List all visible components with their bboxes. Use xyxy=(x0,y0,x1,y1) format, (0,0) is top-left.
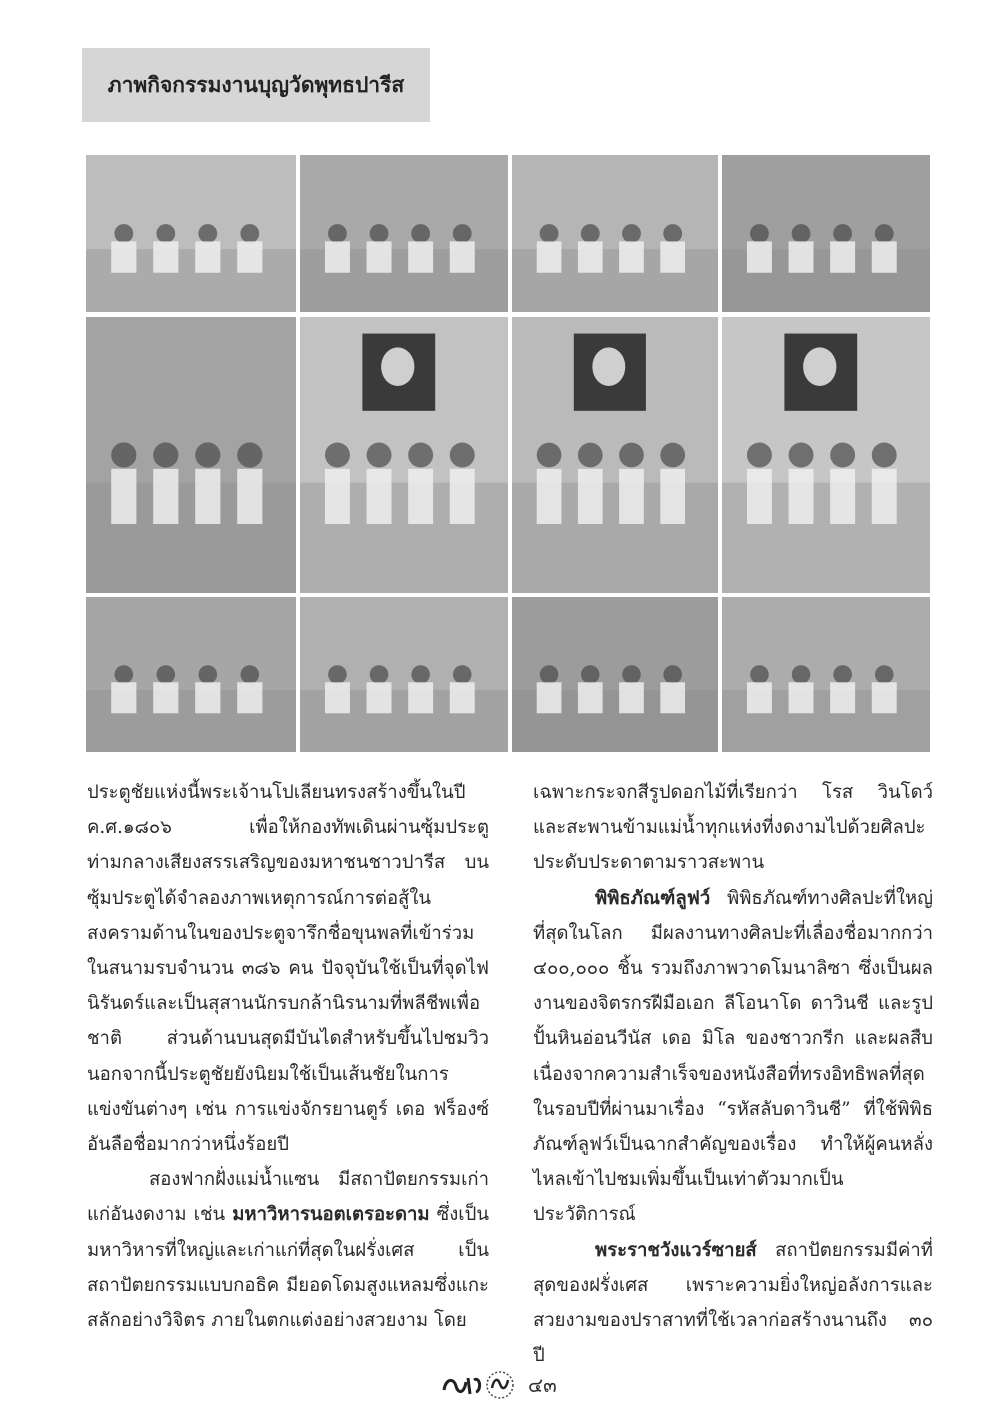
photo-altar-offerings xyxy=(86,317,296,593)
right-column-text xyxy=(533,775,933,1373)
photo-offering-crowd xyxy=(722,155,930,312)
photo-portrait-altar xyxy=(512,155,718,312)
bold-term: มหาวิหารนอตเตรอะดาม xyxy=(232,1204,430,1226)
left-paragraph-2 xyxy=(87,1162,489,1338)
photo-ceremony-table xyxy=(86,155,296,312)
photo-seated-devotees xyxy=(86,597,296,752)
photo-group-white xyxy=(300,597,508,752)
bold-term: พิพิธภัณฑ์ลูฟว์ xyxy=(595,887,711,909)
photo-monks-receiving xyxy=(722,597,930,752)
photo-family-portrait-2 xyxy=(512,317,718,593)
text-span: เฉพาะกระจกสีรูปดอกไม้ที่เรียกว่า โรส วินโดว์ และสะพานข้ามแม่น้ำทุกแห่งที่งดงามไปด้วยศิลปะประดับประดาตามราวสะพาน xyxy=(533,782,933,874)
photo-family-portrait-1 xyxy=(300,317,508,593)
left-column-text xyxy=(87,775,489,1338)
text-span: สองฟากฝั่งแม่น้ำแซน มีสถาปัตยกรรมเก่าแก่อันงดงาม เช่น xyxy=(87,1169,489,1226)
right-paragraph-1 xyxy=(533,775,933,881)
right-paragraph-2 xyxy=(533,881,933,1233)
photo-offering-line xyxy=(512,597,718,752)
magazine-logo xyxy=(440,1370,522,1400)
bold-term: พระราชวังแวร์ซายส์ xyxy=(595,1239,757,1261)
text-span: ประตูชัยแห่งนี้พระเจ้านโปเลียนทรงสร้างขึ้นในปี ค.ศ.๑๘๐๖ เพื่อให้กองทัพเดินผ่านซุ้มประตูท่ามกลางเสียงสรรเสริญของมหาชนชาวปารีส บนซุ้มประตูได้จำลองภาพเหตุการณ์การต่อสู้ในสงครามด้านในของประตูจารึกชื่อขุนพลที่เข้าร่วมในสนามรบจำนวน ๓๘๖ คน ปัจจุบันใช้เป็นที่จุดไฟนิรันดร์และเป็นสุสานนักรบกล้านิรนามที่พลีชีพเพื่อชาติ ส่วนด้านบนสุดมีบันไดสำหรับขึ้นไปชมวิว นอกจากนี้ประตูชัยยังนิยมใช้เป็นเส้นชัยในการแข่งขันต่างๆ เช่น การแข่งจักรยานตูร์ เดอ ฟร็องซ์ อันลือชื่อมากว่าหนึ่งร้อยปี xyxy=(87,782,489,1156)
page-title: ภาพกิจกรรมงานบุญวัดพุทธปารีส xyxy=(107,71,405,97)
text-span: สถาปัตยกรรมมีค่าที่สุดของฝรั่งเศส เพราะความยิ่งใหญ่อลังการและสวยงามของปราสาทที่ใช้เวลาก่อสร้างนานถึง ๓๐ ปี xyxy=(533,1239,933,1367)
photo-grid xyxy=(86,155,930,752)
text-span: ซึ่งเป็นมหาวิหารที่ใหญ่และเก่าแก่ที่สุดในฝรั่งเศส เป็นสถาปัตยกรรมแบบกอธิค มียอดโดมสูงแหลมซึ่งแกะสลักอย่างวิจิตร ภายในตกแต่งอย่างสวยงาม โดย xyxy=(87,1204,489,1332)
page-number: ๔๓ xyxy=(528,1373,557,1397)
page-footer xyxy=(440,1368,600,1402)
right-paragraph-3 xyxy=(533,1233,933,1374)
left-paragraph-1 xyxy=(87,775,489,1162)
photo-group-banner xyxy=(300,155,508,312)
page-title-box xyxy=(82,48,430,122)
photo-family-portrait-3 xyxy=(722,317,930,593)
text-span: พิพิธภัณฑ์ทางศิลปะที่ใหญ่ที่สุดในโลก มีผลงานทางศิลปะที่เลื่องชื่อมากกว่า ๔๐๐,๐๐๐ ชิ้น รวมถึงภาพวาดโมนาลิซา ซึ่งเป็นผลงานของจิตรกรฝีมือเอก ลีโอนาโด ดาวินชี และรูปปั้นหินอ่อนวีนัส เดอ มิโล ของชาวกรีก และผลสืบเนื่องจากความสำเร็จของหนังสือที่ทรงอิทธิพลที่สุดในรอบปีที่ผ่านมาเรื่อง “รหัสลับดาวินชี” ที่ใช้พิพิธภัณฑ์ลูฟว์เป็นฉากสำคัญของเรื่อง ทำให้ผู้คนหลั่งไหลเข้าไปชมเพิ่มขึ้นเป็นเท่าตัวมากเป็นประวัติการณ์ xyxy=(533,887,933,1226)
